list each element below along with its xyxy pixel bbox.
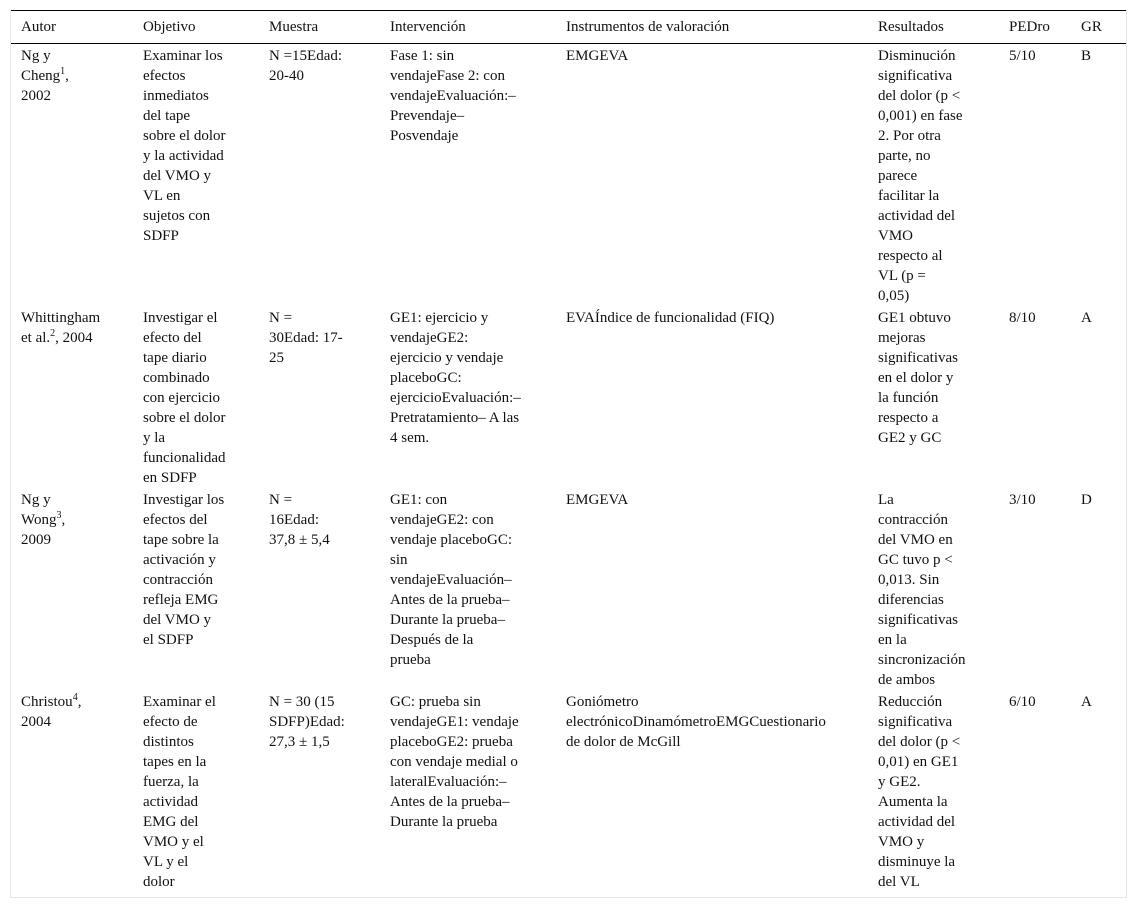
header-autor: Autor	[21, 19, 56, 35]
cell-resultados: Disminución significativa del dolor (p < 0,001) en fase 2. Por otra parte, no parece facilitar la actividad del VMO respecto al VL (p = 0,05)	[878, 48, 963, 304]
cell-autor: Whittingham et al.$^2$, 2004	[21, 310, 101, 346]
cell-pedro: 5/10	[1009, 48, 1036, 64]
header-resultados: Resultados	[878, 19, 944, 35]
reference-link[interactable]: 1	[60, 66, 66, 77]
cell-gr: A	[1081, 310, 1092, 326]
table-row	[11, 488, 1126, 690]
cell-muestra: N = 30 (15 SDFP)Edad: 27,3 ± 1,5	[269, 694, 345, 750]
cell-resultados: La contracción del VMO en GC tuvo p < 0,013. Sin diferencias significativas en la sincronización de ambos	[878, 492, 966, 688]
studies-table	[11, 10, 1126, 892]
cell-intervencion: GE1: con vendajeGE2: con vendaje placeboGC: sin vendajeEvaluación– Antes de la prueba– Durante la prueba– Después de la prueba	[390, 492, 513, 668]
cell-intervencion: GE1: ejercicio y vendajeGE2: ejercicio y vendaje placeboGC: ejercicioEvaluación:– Pretratamiento– A las 4 sem.	[390, 310, 521, 446]
cell-muestra: N =15Edad: 20-40	[269, 48, 343, 84]
cell-autor: Ng y Cheng$^1$, 2002	[21, 48, 69, 104]
cell-intervencion: Fase 1: sin vendajeFase 2: con vendajeEvaluación:– Prevendaje– Posvendaje	[390, 48, 516, 144]
cell-objetivo: Examinar los efectos inmediatos del tape sobre el dolor y la actividad del VMO y VL en sujetos con SDFP	[143, 48, 226, 244]
cell-pedro: 6/10	[1009, 694, 1036, 710]
cell-autor: Christou$^4$, 2004	[21, 692, 82, 730]
header-intervencion: Intervención	[390, 19, 466, 35]
cell-muestra: N = 16Edad: 37,8 ± 5,4	[269, 492, 330, 548]
reference-link[interactable]: 3	[56, 510, 62, 521]
cell-gr: D	[1081, 492, 1092, 508]
table-row	[11, 44, 1126, 307]
table-row	[11, 690, 1126, 892]
table-header-row	[11, 11, 1126, 44]
cell-muestra: N = 30Edad: 17- 25	[269, 310, 343, 366]
cell-instrumentos: EMGEVA	[566, 48, 629, 64]
cell-instrumentos: Goniómetro electrónicoDinamómetroEMGCuestionario de dolor de McGill	[566, 694, 826, 750]
reference-link[interactable]: 4	[72, 692, 78, 703]
cell-objetivo: Investigar el efecto del tape diario combinado con ejercicio sobre el dolor y la funcionalidad en SDFP	[143, 310, 226, 486]
cell-gr: B	[1081, 48, 1092, 64]
header-objetivo: Objetivo	[143, 19, 196, 35]
table-row	[11, 306, 1126, 488]
cell-pedro: 8/10	[1009, 310, 1036, 326]
header-pedro: PEDro	[1009, 19, 1050, 35]
cell-objetivo: Examinar el efecto de distintos tapes en la fuerza, la actividad EMG del VMO y el VL y el dolor	[143, 694, 216, 890]
header-muestra: Muestra	[269, 19, 319, 35]
cell-resultados: Reducción significativa del dolor (p < 0,01) en GE1 y GE2. Aumenta la actividad del VMO y disminuye la del VL	[878, 694, 961, 890]
cell-gr: A	[1081, 694, 1092, 710]
cell-autor: Ng y Wong$^3$, 2009	[21, 492, 66, 548]
header-instrumentos: Instrumentos de valoración	[566, 19, 730, 35]
cell-objetivo: Investigar los efectos del tape sobre la activación y contracción refleja EMG del VMO y el SDFP	[143, 492, 225, 648]
cell-instrumentos: EMGEVA	[566, 492, 629, 508]
cell-instrumentos: EVAÍndice de funcionalidad (FIQ)	[566, 310, 775, 326]
cell-intervencion: GC: prueba sin vendajeGE1: vendaje placeboGE2: prueba con vendaje medial o lateralEvaluación:– Antes de la prueba– Durante la prueba	[390, 694, 519, 830]
cell-resultados: GE1 obtuvo mejoras significativas en el dolor y la función respecto a GE2 y GC	[878, 310, 958, 446]
header-gr: GR	[1081, 19, 1102, 35]
reference-link[interactable]: 2	[50, 328, 56, 339]
cell-pedro: 3/10	[1009, 492, 1036, 508]
